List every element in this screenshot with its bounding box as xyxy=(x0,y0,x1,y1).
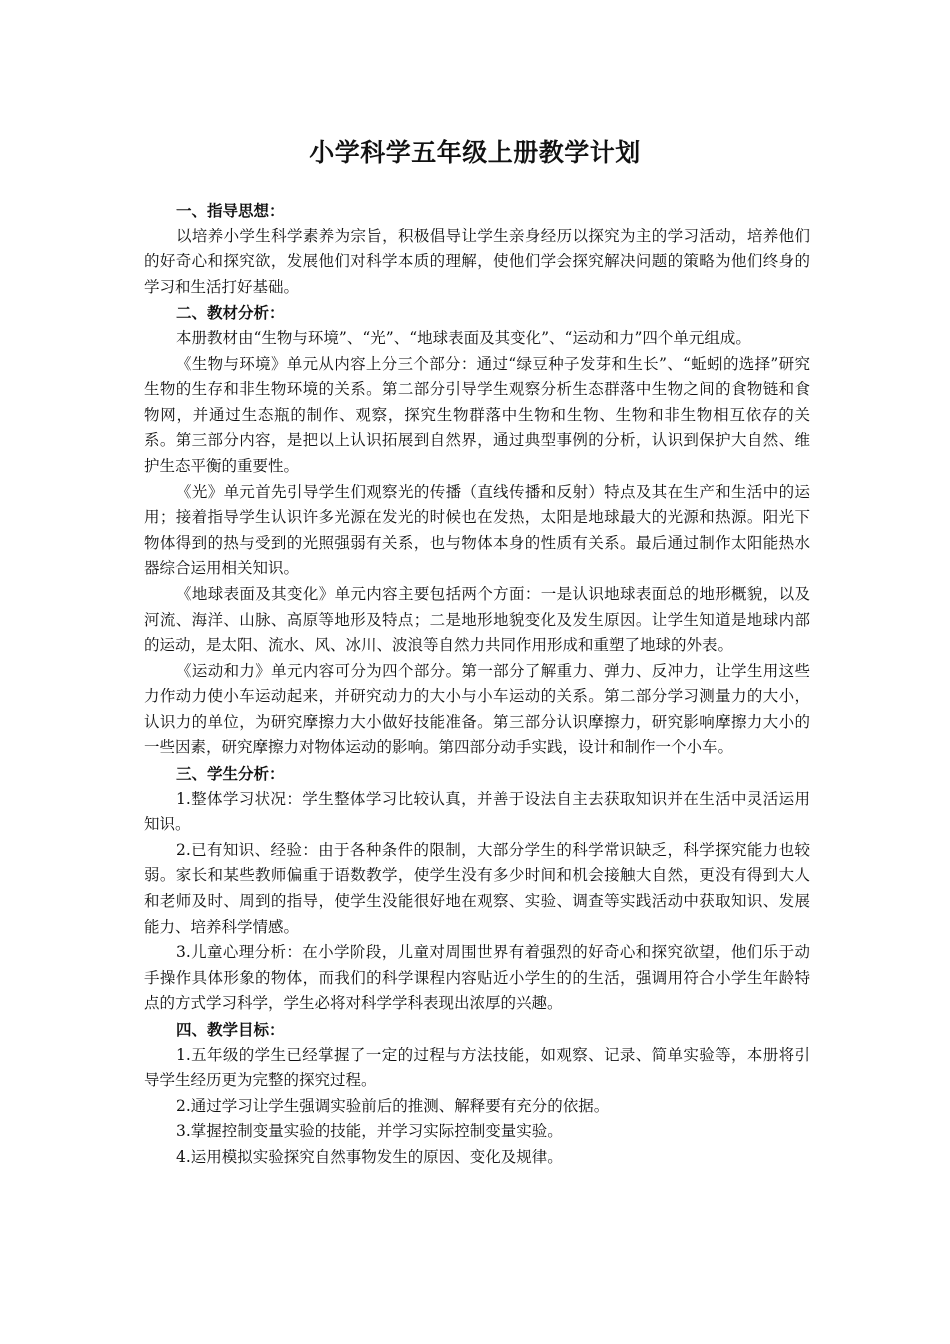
section-heading-teaching-goals: 四、教学目标： xyxy=(176,1020,285,1039)
document-body xyxy=(144,198,810,1171)
paragraph: 《生物与环境》单元从内容上分三个部分：通过“绿豆种子发芽和生长”、“蚯蚓的选择”研究生物的生存和非生物环境的关系。第二部分引导学生观察分析生态群落中生物之间的食物链和食物网，并通过生态瓶的制作、观察，探究生物群落中生物和生物、生物和非生物相互依存的关系。第三部分内容，是把以上认识拓展到自然界，通过典型事例的分析，认识到保护大自然、维护生态平衡的重要性。 xyxy=(144,354,810,475)
paragraph: 以培养小学生科学素养为宗旨，积极倡导让学生亲身经历以探究为主的学习活动，培养他们的好奇心和探究欲，发展他们对科学本质的理解，使他们学会探究解决问题的策略为他们终身的学习和生活打好基础。 xyxy=(144,226,810,296)
paragraph: 1.五年级的学生已经掌握了一定的过程与方法技能，如观察、记录、简单实验等，本册将引导学生经历更为完整的探究过程。 xyxy=(144,1045,810,1090)
page-title: 小学科学五年级上册教学计划 xyxy=(309,138,641,167)
section-heading-student-analysis: 三、学生分析： xyxy=(176,764,285,784)
paragraph: 3.掌握控制变量实验的技能，并学习实际控制变量实验。 xyxy=(176,1122,563,1141)
paragraph: 《运动和力》单元内容可分为四个部分。第一部分了解重力、弹力、反冲力，让学生用这些力作动力使小车运动起来，并研究动力的大小与小车运动的关系。第二部分学习测量力的大小，认识力的单位，为研究摩擦力大小做好技能准备。第三部分认识摩擦力，研究影响摩擦力大小的一些因素，研究摩擦力对物体运动的影响。第四部分动手实践，设计和制作一个小车。 xyxy=(144,661,810,757)
paragraph: 2.通过学习让学生强调实验前后的推测、解释要有充分的依据。 xyxy=(176,1096,610,1115)
paragraph: 《光》单元首先引导学生们观察光的传播（直线传播和反射）特点及其在生产和生活中的运用；接着指导学生认识许多光源在发光的时候也在发热，太阳是地球最大的光源和热源。阳光下物体得到的热与受到的光照强弱有关系，也与物体本身的性质有关系。最后通过制作太阳能热水器综合运用相关知识。 xyxy=(144,482,810,578)
section-heading-textbook-analysis: 二、教材分析： xyxy=(176,303,285,323)
section-heading-guiding-thought: 一、指导思想： xyxy=(176,201,285,220)
paragraph: 1.整体学习状况：学生整体学习比较认真，并善于设法自主去获取知识并在生活中灵活运用知识。 xyxy=(144,789,810,834)
paragraph: 4.运用模拟实验探究自然事物发生的原因、变化及规律。 xyxy=(176,1147,563,1166)
paragraph: 本册教材由“生物与环境”、“光”、“地球表面及其变化”、“运动和力”四个单元组成。 xyxy=(176,328,751,347)
paragraph: 《地球表面及其变化》单元内容主要包括两个方面：一是认识地球表面总的地形概貌，以及河流、海洋、山脉、高原等地形及特点；二是地形地貌变化及发生原因。让学生知道是地球内部的运动，是太阳、流水、风、冰川、波浪等自然力共同作用形成和重塑了地球的外表。 xyxy=(144,584,810,655)
paragraph: 2.已有知识、经验：由于各种条件的限制，大部分学生的科学常识缺乏，科学探究能力也较弱。家长和某些教师偏重于语数教学，使学生没有多少时间和机会接触大自然，更没有得到大人和老师及时、周到的指导，使学生没能很好地在观察、实验、调查等实践活动中获取知识、发展能力、培养科学情感。 xyxy=(144,840,810,936)
paragraph: 3.儿童心理分析：在小学阶段，儿童对周围世界有着强烈的好奇心和探究欲望，他们乐于动手操作具体形象的物体，而我们的科学课程内容贴近小学生的的生活，强调用符合小学生年龄特点的方式学习科学，学生必将对科学学科表现出浓厚的兴趣。 xyxy=(144,943,810,1013)
